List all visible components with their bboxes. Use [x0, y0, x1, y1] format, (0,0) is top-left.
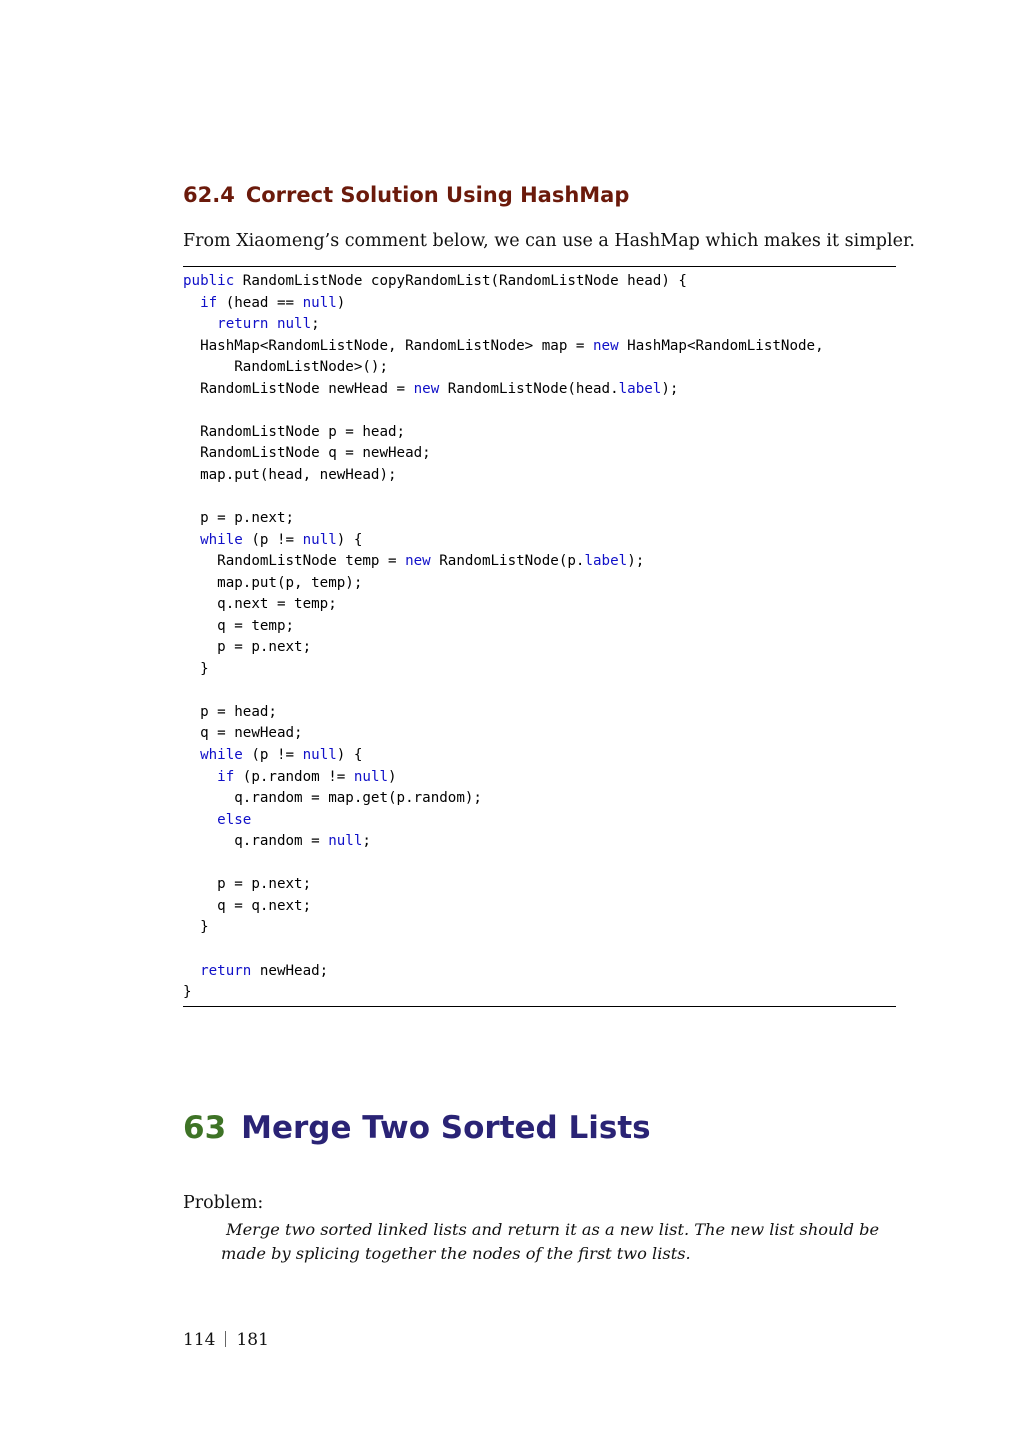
code-line — [183, 961, 896, 983]
code-token: ) — [388, 768, 397, 785]
code-token: RandomListNode>(); — [183, 359, 388, 376]
code-keyword: new — [593, 337, 619, 354]
code-token: RandomListNode temp = — [183, 553, 406, 570]
code-line — [183, 810, 896, 832]
code-keyword: new — [405, 553, 431, 570]
code-line — [183, 939, 896, 961]
section-title: Correct Solution Using HashMap — [245, 183, 630, 207]
code-token — [183, 316, 217, 332]
code-keyword: null — [302, 294, 337, 311]
code-token: newHead; — [251, 962, 329, 979]
code-line — [183, 271, 896, 293]
code-line — [183, 637, 896, 659]
code-keyword: null — [353, 768, 389, 785]
code-line — [183, 874, 896, 896]
code-line — [183, 379, 896, 401]
code-line — [183, 982, 896, 1004]
code-token: RandomListNode(head. — [439, 380, 619, 397]
code-token: (head == — [217, 294, 303, 311]
code-token: RandomListNode(p. — [430, 553, 585, 570]
code-token: RandomListNode p = head; — [183, 423, 406, 440]
code-token: ); — [627, 553, 645, 570]
code-line — [183, 314, 896, 336]
code-line — [183, 853, 896, 875]
code-line — [183, 422, 896, 444]
code-keyword: return — [200, 962, 252, 979]
code-line — [183, 616, 896, 638]
code-token: } — [183, 984, 192, 1001]
code-token — [183, 295, 200, 311]
code-keyword: new — [413, 380, 440, 397]
section-number: 62.4 — [183, 183, 235, 207]
code-line — [183, 443, 896, 465]
code-line — [183, 659, 896, 681]
section-heading — [183, 183, 629, 207]
code-keyword: label — [618, 380, 662, 397]
code-keyword: label — [584, 553, 628, 570]
code-token: q = temp; — [183, 617, 295, 634]
code-keyword: public — [183, 273, 235, 289]
code-token: q.random = map.get(p.random); — [183, 790, 482, 807]
code-keyword: return — [217, 316, 269, 333]
code-keyword: null — [302, 531, 337, 548]
code-line — [183, 896, 896, 918]
footer-separator — [225, 1331, 226, 1347]
problem-label: Problem: — [183, 1193, 264, 1213]
code-line — [183, 508, 896, 530]
code-line — [183, 723, 896, 745]
code-token: q = newHead; — [183, 725, 303, 742]
code-keyword: else — [217, 811, 252, 828]
code-token — [183, 747, 200, 763]
code-line — [183, 357, 896, 379]
code-keyword: if — [200, 294, 218, 311]
code-line — [183, 551, 896, 573]
code-token: q = q.next; — [183, 897, 312, 914]
code-line — [183, 293, 896, 315]
code-token: HashMap<RandomListNode, — [618, 337, 824, 354]
code-token: q.next = temp; — [183, 596, 337, 613]
code-token — [268, 316, 277, 332]
chapter-heading — [183, 1110, 651, 1146]
code-token — [183, 963, 200, 979]
page-number: 114 — [183, 1330, 216, 1350]
code-token: ; — [311, 316, 320, 333]
code-token — [183, 532, 200, 548]
code-token: map.put(head, newHead); — [183, 466, 397, 483]
code-keyword: null — [328, 833, 363, 850]
code-line — [183, 680, 896, 702]
code-top-rule — [183, 266, 896, 267]
code-token: } — [183, 660, 209, 677]
code-line — [183, 917, 896, 939]
code-token: RandomListNode copyRandomList(RandomListNode head) { — [234, 273, 687, 289]
intro-paragraph: From Xiaomeng’s comment below, we can use a HashMap which makes it simpler. — [183, 231, 915, 251]
code-token: (p != — [242, 531, 303, 548]
code-bottom-rule — [183, 1006, 896, 1007]
code-line — [183, 530, 896, 552]
code-keyword: while — [200, 747, 243, 764]
code-line — [183, 788, 896, 810]
code-listing — [183, 271, 896, 1004]
code-token: HashMap<RandomListNode, RandomListNode> map = — [183, 337, 593, 354]
code-keyword: null — [302, 747, 337, 764]
code-token: (p != — [242, 747, 303, 764]
page-total: 181 — [236, 1330, 269, 1350]
code-token: ) { — [336, 531, 363, 548]
code-token: ); — [661, 380, 679, 397]
code-token: (p.random != — [234, 768, 354, 785]
code-line — [183, 336, 896, 358]
code-line — [183, 594, 896, 616]
code-token: p = head; — [183, 703, 277, 720]
code-token — [183, 769, 217, 785]
code-keyword: while — [200, 531, 243, 548]
code-line — [183, 486, 896, 508]
code-token: p = p.next; — [183, 639, 312, 656]
code-token: q.random = — [183, 833, 329, 850]
code-token: p = p.next; — [183, 510, 295, 527]
code-token — [183, 812, 217, 828]
code-token: ) { — [336, 747, 363, 764]
problem-statement: Merge two sorted linked lists and return it as a new list. The new list should be made by splicing together the nodes of the first two lists. — [221, 1220, 880, 1263]
code-line — [183, 400, 896, 422]
code-line — [183, 573, 896, 595]
code-line — [183, 831, 896, 853]
code-token: ; — [362, 833, 371, 850]
code-line — [183, 702, 896, 724]
code-token: RandomListNode newHead = — [183, 380, 414, 397]
code-keyword: if — [217, 768, 235, 785]
code-token: map.put(p, temp); — [183, 574, 363, 591]
code-token: ) — [336, 294, 346, 311]
code-token: p = p.next; — [183, 876, 312, 893]
code-line — [183, 465, 896, 487]
code-keyword: null — [276, 316, 312, 333]
code-token: RandomListNode q = newHead; — [183, 445, 431, 462]
code-line — [183, 745, 896, 767]
page-footer — [183, 1330, 269, 1350]
chapter-number: 63 — [183, 1110, 227, 1146]
chapter-title: Merge Two Sorted Lists — [241, 1110, 651, 1146]
code-token: } — [183, 919, 209, 936]
code-line — [183, 767, 896, 789]
